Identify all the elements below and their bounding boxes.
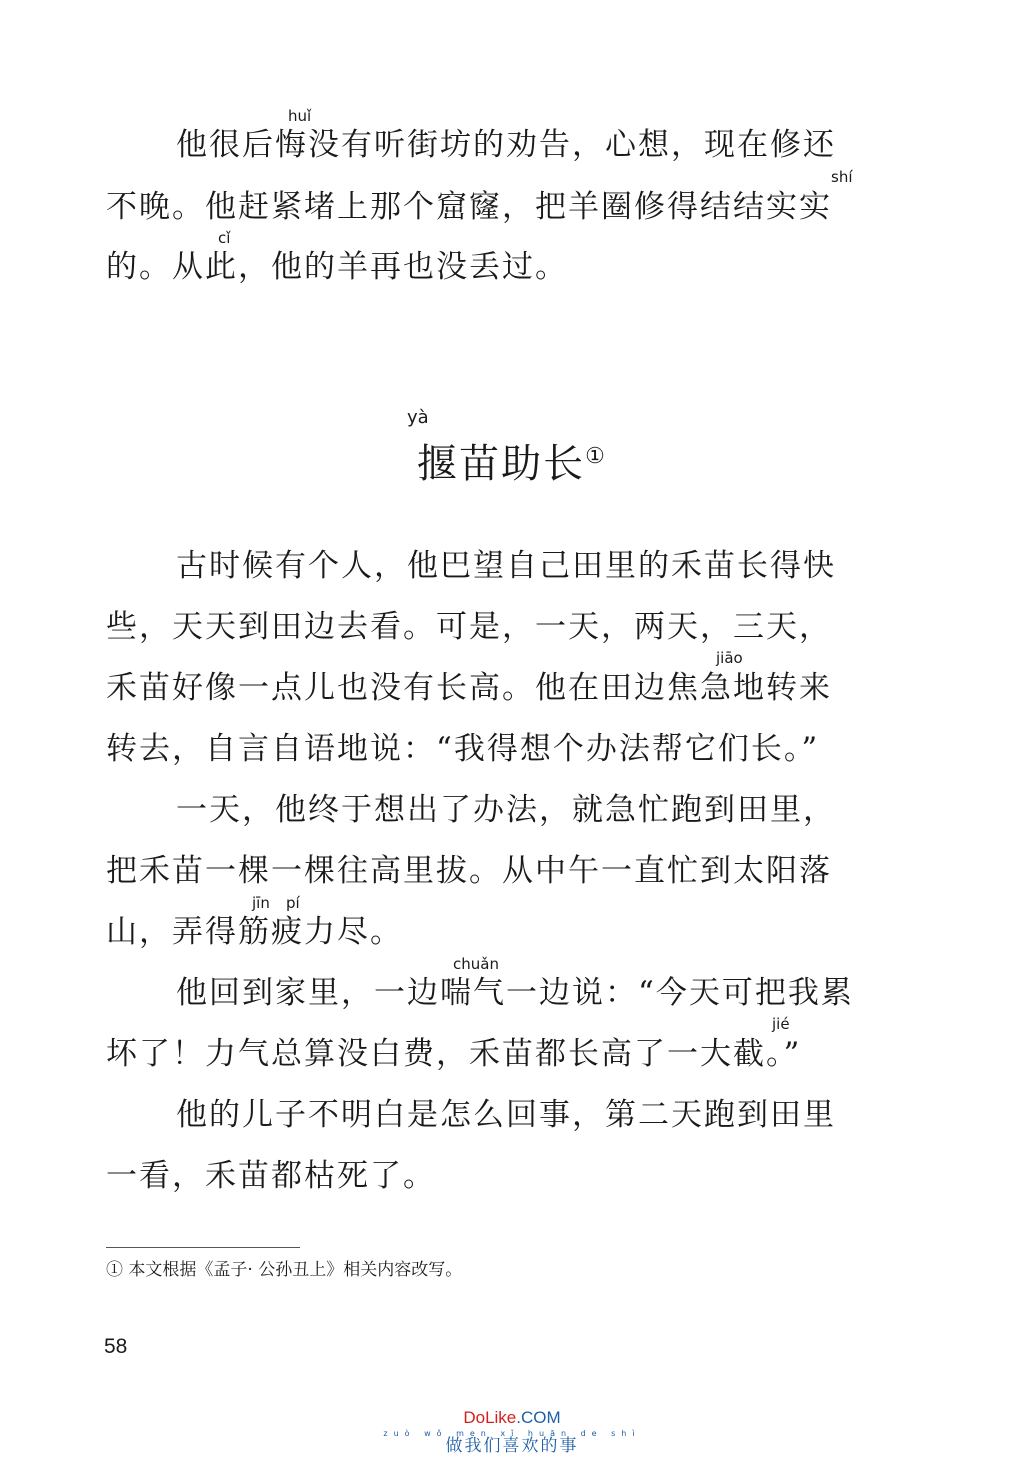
paragraph-line: 他回到家里，一边喘气一边说：“今天可把我累 <box>176 975 854 1011</box>
pinyin-annotation: jiāo <box>716 649 743 667</box>
pinyin-annotation: huǐ <box>288 107 312 125</box>
footnote-marker: ① <box>585 444 607 469</box>
paragraph-line: 转去，自言自语地说：“我得想个办法帮它们长。” <box>106 731 820 767</box>
paragraph-line: 禾苗好像一点儿也没有长高。他在田边焦急地转来 <box>106 670 832 706</box>
paragraph-line: 些，天天到田边去看。可是，一天，两天，三天， <box>106 609 832 645</box>
paragraph-line: 他很后悔没有听街坊的劝告，心想，现在修还 <box>176 127 836 163</box>
paragraph-line: 不晚。他赶紧堵上那个窟窿，把羊圈修得结结实实 <box>106 189 832 225</box>
paragraph-line: 的。从此，他的羊再也没丢过。 <box>106 249 568 285</box>
paragraph-line: 把禾苗一棵一棵往高里拔。从中午一直忙到太阳落 <box>106 853 832 889</box>
page-number: 58 <box>104 1335 128 1358</box>
paragraph-line: 坏了！力气总算没白费，禾苗都长高了一大截。” <box>106 1036 802 1072</box>
paragraph-line: 他的儿子不明白是怎么回事，第二天跑到田里 <box>176 1097 836 1133</box>
story-title <box>0 432 1024 489</box>
watermark-brand-red: DoLike <box>463 1408 517 1427</box>
pinyin-annotation: jīn <box>252 894 270 912</box>
watermark-slogan: 做我们喜欢的事 <box>445 1436 579 1456</box>
paragraph-line: 一天，他终于想出了办法，就急忙跑到田里， <box>176 792 836 828</box>
footnote-divider <box>106 1247 300 1248</box>
pinyin-annotation: jié <box>772 1015 790 1033</box>
pinyin-annotation: chuǎn <box>453 955 499 973</box>
paragraph-line: 古时候有个人，他巴望自己田里的禾苗长得快 <box>176 548 836 584</box>
watermark-pinyin: zuò wǒ men xǐ huān de shì <box>383 1429 641 1438</box>
footnote: ① 本文根据《孟子· 公孙丑上》相关内容改写。 <box>106 1260 463 1280</box>
paragraph-line: 一看，禾苗都枯死了。 <box>106 1158 436 1194</box>
pinyin-annotation: shí <box>831 168 853 186</box>
pinyin-annotation: pí <box>286 894 300 912</box>
paragraph-line: 山，弄得筋疲力尽。 <box>106 914 403 950</box>
pinyin-annotation: cǐ <box>218 229 231 247</box>
watermark-logo <box>0 1407 1024 1429</box>
title-pinyin: yà <box>407 407 429 428</box>
story-title-text: 揠苗助长 <box>417 441 586 487</box>
watermark-brand-blue: .COM <box>516 1408 561 1427</box>
